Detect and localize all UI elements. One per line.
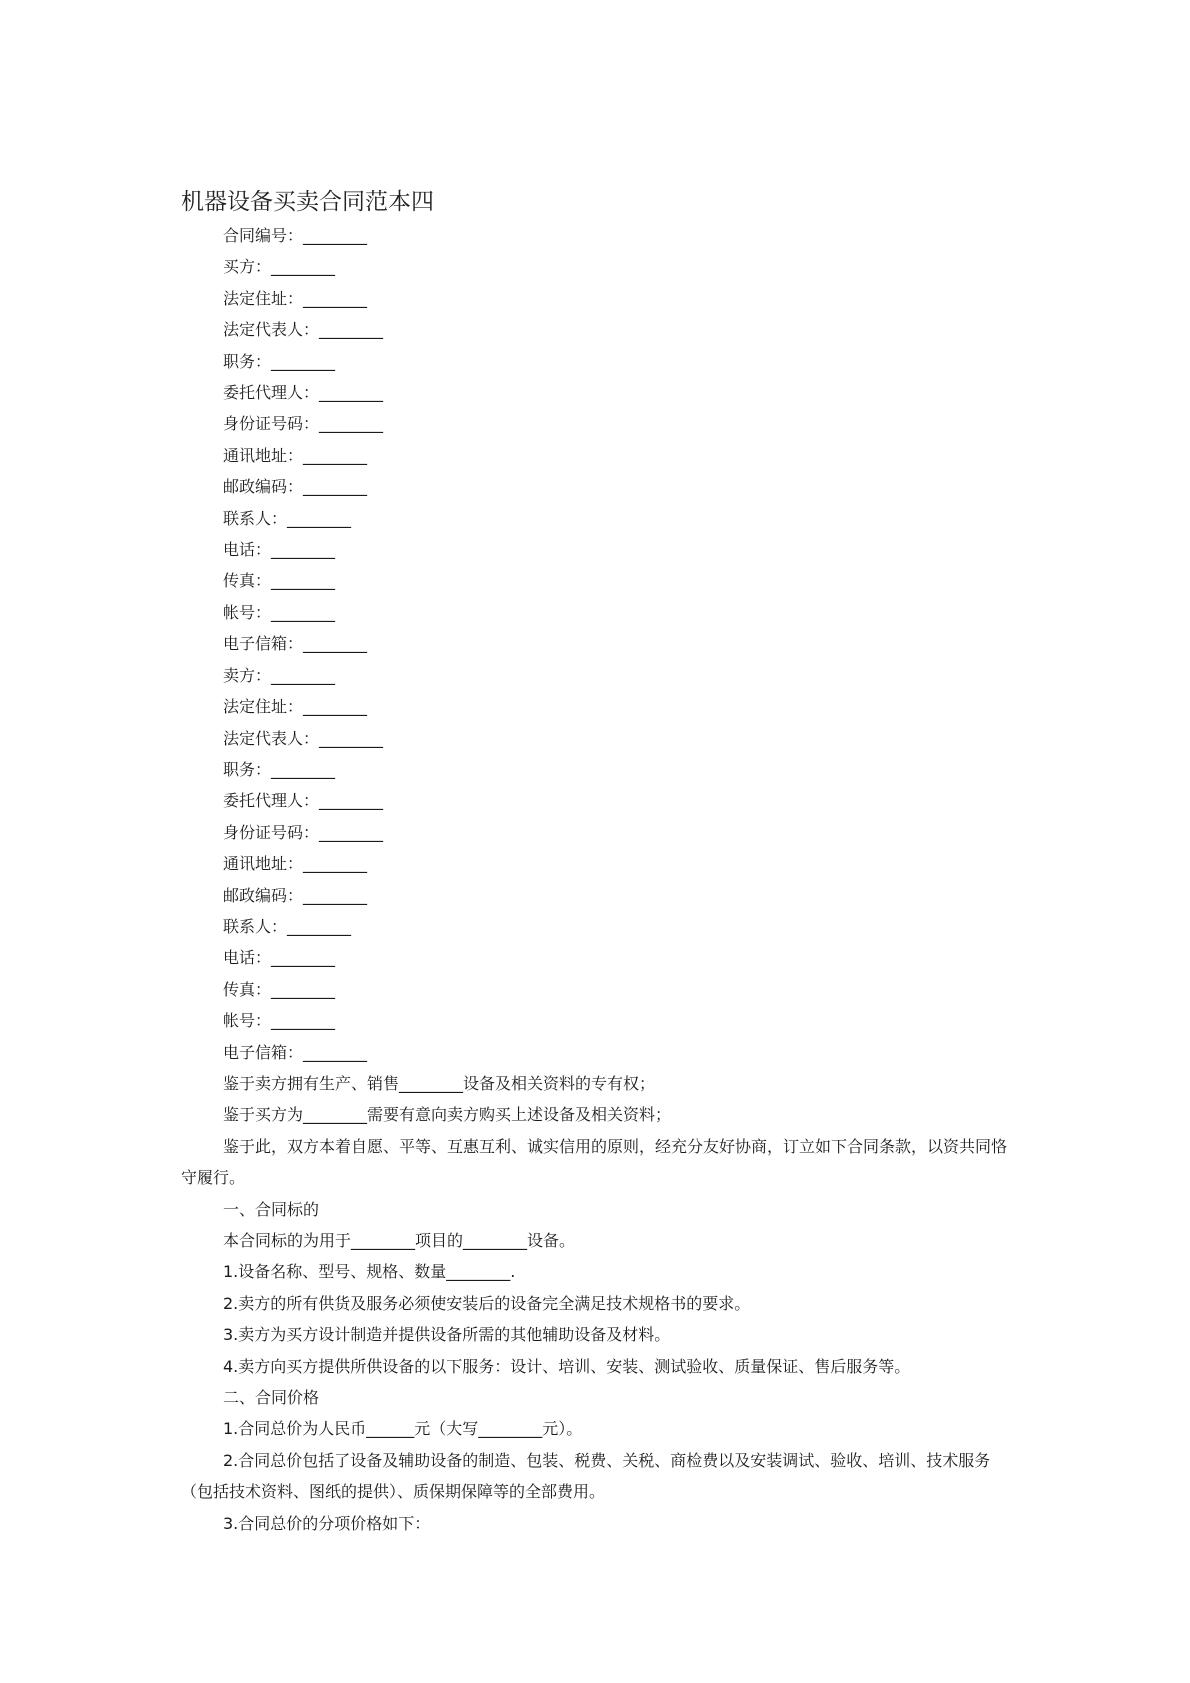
section-1-item-3: 3.卖方为买方设计制造并提供设备所需的其他辅助设备及材料。: [223, 1325, 671, 1345]
buyer-legal-rep-line: 法定代表人：________: [223, 320, 384, 340]
recital-buyer-line: 鉴于买方为________需要有意向卖方购买上述设备及相关资料；: [223, 1105, 672, 1125]
section-2-item-2-paragraph: 2.合同总价包括了设备及辅助设备的制造、包装、税费、关税、商检费以及安装调试、验收、培训、技术服务（包括技术资料、图纸的提供）、质保期保障等的全部费用。: [181, 1450, 991, 1502]
section-1-item-2: 2.卖方的所有供货及服务必须使安装后的设备完全满足技术规格书的要求。: [223, 1293, 751, 1313]
seller-address-line: 法定住址：________: [223, 697, 368, 717]
seller-account-line: 帐号：________: [223, 1011, 336, 1031]
seller-legal-rep-line: 法定代表人：________: [223, 728, 384, 748]
buyer-postcode-line: 邮政编码：________: [223, 477, 368, 497]
buyer-position-line: 职务：________: [223, 351, 336, 371]
document-title: 机器设备买卖合同范本四: [181, 189, 434, 215]
seller-position-line: 职务：________: [223, 759, 336, 779]
section-1-item-4: 4.卖方向买方提供所供设备的以下服务：设计、培训、安装、测试验收、质量保证、售后服务等。: [223, 1356, 911, 1376]
buyer-mail-address-line: 通讯地址：________: [223, 445, 368, 465]
section-1-heading: 一、合同标的: [223, 1199, 320, 1219]
buyer-phone-line: 电话：________: [223, 540, 336, 560]
section-1-subject-line: 本合同标的为用于________项目的________设备。: [223, 1231, 576, 1250]
seller-postcode-line: 邮政编码：________: [223, 885, 368, 905]
buyer-email-line: 电子信箱：________: [223, 634, 368, 654]
recital-seller-line: 鉴于卖方拥有生产、销售________设备及相关资料的专有权；: [223, 1073, 656, 1093]
buyer-line: 买方：________: [223, 257, 336, 277]
seller-line: 卖方：________: [223, 665, 336, 685]
buyer-address-line: 法定住址：________: [223, 288, 368, 308]
seller-id-line: 身份证号码：________: [223, 822, 384, 842]
seller-email-line: 电子信箱：________: [223, 1042, 368, 1062]
buyer-contact-line: 联系人：________: [223, 508, 352, 528]
buyer-fax-line: 传真：________: [223, 571, 336, 591]
contract-number-line: 合同编号：________: [223, 226, 368, 245]
section-1-item-1: 1.设备名称、型号、规格、数量________.: [223, 1262, 516, 1282]
section-2-heading: 二、合同价格: [223, 1388, 320, 1408]
seller-agent-line: 委托代理人：________: [223, 791, 384, 811]
recital-agreement-paragraph: 鉴于此，双方本着自愿、平等、互惠互利、诚实信用的原则，经充分友好协商，订立如下合同条款，以资共同恪守履行。: [181, 1136, 1008, 1188]
seller-phone-line: 电话：________: [223, 948, 336, 968]
buyer-account-line: 帐号：________: [223, 602, 336, 622]
seller-contact-line: 联系人：________: [223, 916, 352, 936]
section-2-item-3: 3.合同总价的分项价格如下：: [223, 1513, 431, 1533]
seller-fax-line: 传真：________: [223, 979, 336, 999]
section-2-item-1: 1.合同总价为人民币______元（大写________元）。: [223, 1419, 583, 1439]
seller-mail-address-line: 通讯地址：________: [223, 854, 368, 874]
buyer-id-line: 身份证号码：________: [223, 414, 384, 434]
buyer-agent-line: 委托代理人：________: [223, 383, 384, 403]
document-body: [181, 220, 1021, 1539]
